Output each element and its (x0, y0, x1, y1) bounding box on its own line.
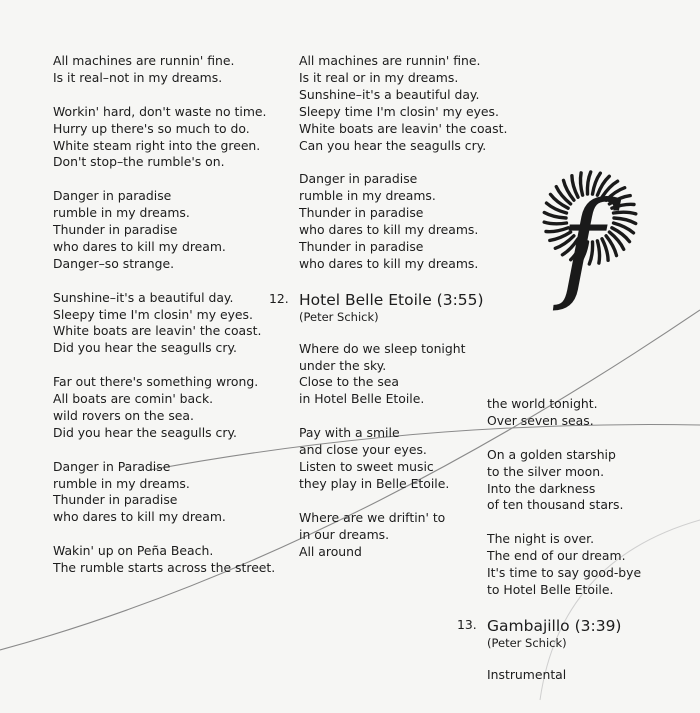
lyric-line: Sunshine–it's a beautiful day. (53, 289, 234, 305)
lyric-line: Thunder in paradise (53, 492, 178, 508)
lyric-line: The rumble starts across the street. (53, 560, 276, 576)
lyric-line: Sunshine–it's a beautiful day. (299, 86, 480, 102)
lyric-stanza (53, 188, 278, 273)
lyric-line: Into the darkness (487, 480, 596, 496)
lyric-line: All machines are runnin' fine. (53, 53, 235, 68)
lyric-stanza (487, 396, 687, 430)
lyric-line: Where are we driftin' to (299, 509, 446, 525)
lyric-stanza (299, 171, 479, 272)
lyric-stanza (299, 341, 479, 409)
lyric-line: rumble in my dreams. (53, 205, 190, 221)
lyric-line: Did you hear the seagulls cry. (53, 424, 237, 440)
lyric-line: wild rovers on the sea. (53, 407, 194, 423)
lyric-line: Danger in Paradise (53, 458, 171, 474)
lyric-line: Sleepy time I'm closin' my eyes. (53, 306, 253, 322)
lyric-line: Danger in paradise (299, 171, 418, 187)
lyric-line: who dares to kill my dream. (53, 238, 226, 254)
lyric-stanza (299, 510, 479, 561)
lyric-line: Is it real–not in my dreams. (53, 69, 223, 85)
lyric-line: Far out there's something wrong. (53, 374, 259, 390)
lyric-line: in Hotel Belle Etoile. (299, 391, 425, 407)
lyric-line: in our dreams. (299, 526, 390, 542)
lyric-line: who dares to kill my dreams. (299, 255, 479, 271)
track-title: Gambajillo (3:39) (487, 616, 622, 635)
lyric-stanza (53, 53, 278, 87)
lyric-line: Can you hear the seagulls cry. (299, 137, 487, 153)
lyric-line: Over seven seas. (487, 412, 594, 428)
lyric-line: Thunder in paradise (299, 238, 424, 254)
lyric-line: Thunder in paradise (299, 205, 424, 221)
lyric-line: they play in Belle Etoile. (299, 475, 450, 491)
lyric-line: who dares to kill my dreams. (299, 222, 479, 238)
lyric-line: All machines are runnin' fine. (299, 53, 481, 68)
sunburst-ray (609, 196, 630, 204)
sunburst-ray (614, 212, 636, 214)
lyric-line: On a golden starship (487, 446, 616, 462)
lyric-line: who dares to kill my dream. (53, 509, 226, 525)
lyric-line: Wakin' up on Peña Beach. (53, 543, 214, 559)
lyric-stanza (487, 447, 687, 515)
lyric-stanza (53, 104, 278, 172)
lyric-stanza (299, 53, 508, 154)
track-composer: (Peter Schick) (487, 635, 567, 650)
lyric-stanza (53, 543, 278, 577)
lyric-line: to Hotel Belle Etoile. (487, 581, 614, 597)
lyric-line: Listen to sweet music (299, 458, 434, 474)
lyric-stanza (299, 425, 479, 493)
lyrics-column-2 (269, 53, 508, 577)
lyric-line: The night is over. (487, 531, 595, 547)
lyric-stanza (487, 531, 687, 599)
lyric-line: Hurry up there's so much to do. (53, 120, 250, 136)
track-13-heading (457, 616, 687, 651)
lyric-line: Where do we sleep tonight (299, 340, 466, 356)
lyric-line: and close your eyes. (299, 442, 427, 458)
lyrics-column-3 (457, 396, 687, 684)
lyric-line: White steam right into the green. (53, 137, 261, 153)
lyric-line: Did you hear the seagulls cry. (53, 340, 237, 356)
track-number: 12. (269, 290, 289, 306)
lyric-line: Is it real or in my dreams. (299, 69, 459, 85)
lyric-line: Danger–so strange. (53, 255, 175, 271)
lyric-line: under the sky. (299, 357, 387, 373)
lyric-line: Danger in paradise (53, 188, 172, 204)
lyric-line: Thunder in paradise (53, 222, 178, 238)
lyric-line: Workin' hard, don't waste no time. (53, 103, 267, 119)
lyric-line: Sleepy time I'm closin' my eyes. (299, 103, 499, 119)
lyric-line: All around (299, 543, 362, 559)
lyric-stanza (53, 290, 278, 358)
lyric-stanza (53, 459, 278, 527)
lyric-line: It's time to say good-bye (487, 565, 642, 581)
track-title: Hotel Belle Etoile (3:55) (299, 290, 484, 309)
lyric-line: Close to the sea (299, 374, 400, 390)
lyric-line: All boats are comin' back. (53, 391, 214, 407)
svg-text:f: f (560, 176, 604, 314)
lyric-line: the world tonight. (487, 396, 598, 411)
sunburst-f-logo-icon (516, 158, 656, 328)
lyric-line: White boats are leavin' the coast. (53, 323, 262, 339)
track-composer: (Peter Schick) (299, 309, 379, 324)
lyric-line: to the silver moon. (487, 463, 605, 479)
track-number: 13. (457, 616, 477, 632)
lyric-line: White boats are leavin' the coast. (299, 120, 508, 136)
lyric-line: Pay with a smile (299, 425, 400, 441)
lyric-stanza (53, 374, 278, 442)
sunburst-ray (612, 204, 634, 208)
lyric-line: Don't stop–the rumble's on. (53, 154, 225, 170)
track-12-heading (269, 290, 484, 325)
lyric-line: rumble in my dreams. (299, 188, 436, 204)
lyrics-column-1 (53, 53, 278, 594)
lyric-line: rumble in my dreams. (53, 475, 190, 491)
instrumental-label: Instrumental (487, 666, 567, 682)
lyric-line: The end of our dream. (487, 548, 626, 564)
lyric-line: of ten thousand stars. (487, 497, 624, 513)
